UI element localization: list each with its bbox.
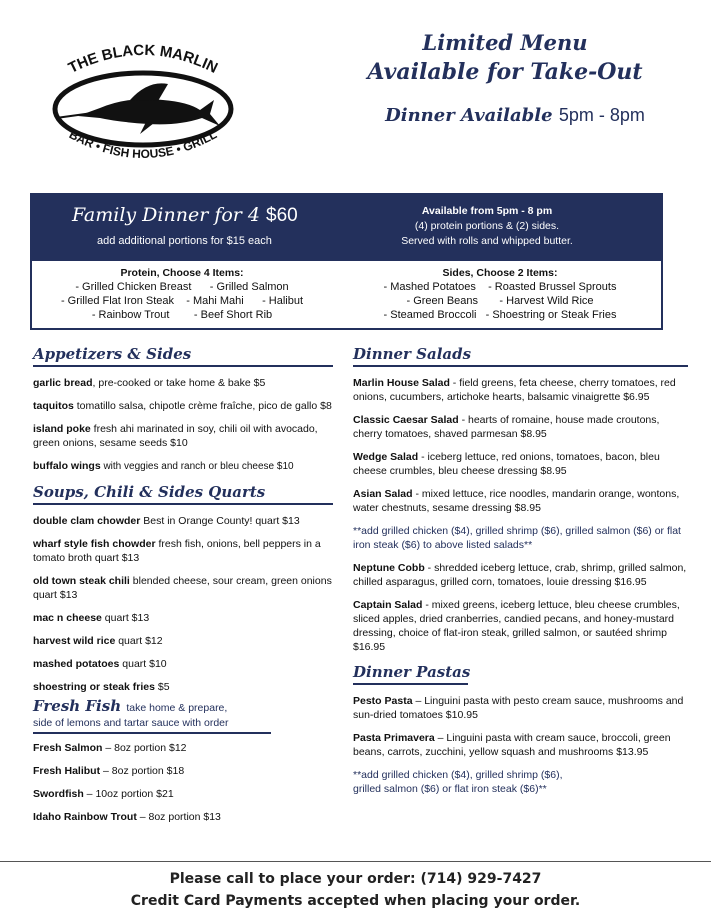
family-dinner-title <box>72 204 298 227</box>
dinner-time: 5pm - 8pm <box>558 105 645 125</box>
menu-item: Pesto Pasta – Linguini pasta with pesto cream sauce, mushrooms and sun-dried tomatoes $10.95 <box>353 695 684 721</box>
side-line: - Steamed Broccoli - Shoestring or Steak Fries <box>383 309 617 321</box>
side-line: - Mashed Potatoes - Roasted Brussel Sprouts <box>383 281 617 293</box>
menu-item: mashed potatoes quart $10 <box>33 658 167 670</box>
family-dinner-box <box>30 193 663 330</box>
left-column <box>33 345 333 833</box>
menu-item: Neptune Cobb - shredded iceberg lettuce, crab, shrimp, grilled salmon, chilled asparagus, grilled corn, tomatoes, louie dressing $16.95 <box>353 562 687 588</box>
fish-title <box>33 698 333 716</box>
menu-item: Fresh Salmon – 8oz portion $12 <box>33 742 187 754</box>
protein-line: - Grilled Chicken Breast - Grilled Salmon <box>75 281 289 293</box>
fish-sub-1: take home & prepare, <box>126 702 228 714</box>
menu-item: garlic bread, pre-cooked or take home & bake $5 <box>33 377 266 389</box>
menu-item: harvest wild rice quart $12 <box>33 635 163 647</box>
section-divider <box>353 683 468 685</box>
header-limited-menu: Limited Menu <box>422 30 588 55</box>
menu-item: buffalo wings with veggies and ranch or bleu cheese $10 <box>33 460 294 472</box>
footer-divider <box>0 861 711 862</box>
section-divider <box>33 365 333 367</box>
family-details <box>367 204 607 249</box>
family-price: $60 <box>266 205 298 226</box>
appetizers-header <box>33 345 333 367</box>
footer <box>0 868 711 912</box>
section-divider <box>33 503 333 505</box>
family-desc-2: Served with rolls and whipped butter. <box>401 235 573 247</box>
menu-item: wharf style fish chowder fresh fish, onions, bell peppers in a tomato broth quart $13 <box>33 538 321 564</box>
menu-item: Marlin House Salad - field greens, feta cheese, cherry tomatoes, red onions, cucumbers, artichoke hearts, balsamic vinaigrette $6.95 <box>353 377 676 403</box>
protein-heading: Protein, Choose 4 Items: <box>120 267 244 279</box>
protein-choices <box>32 266 332 322</box>
call-to-order: Please call to place your order: (714) 929-7427 <box>169 871 542 887</box>
pastas-title: Dinner Pastas <box>353 663 471 681</box>
menu-item: taquitos tomatillo salsa, chipotle crème fraîche, pico de gallo $8 <box>33 400 332 412</box>
protein-line: - Rainbow Trout - Beef Short Rib <box>91 309 273 321</box>
fish-title-text: Fresh Fish <box>33 697 122 715</box>
salads-header <box>353 345 688 367</box>
pasta-addon-note: **add grilled chicken ($4), grilled shrimp ($6), grilled salmon ($6) or flat iron steak ($6)** <box>353 769 563 795</box>
family-title-text: Family Dinner for 4 <box>72 204 260 226</box>
menu-item: Captain Salad - mixed greens, iceberg lettuce, bleu cheese crumbles, sliced apples, dried cranberries, candied pecans, and honey-mustard dressing, choice of flat-iron steak, grilled salmon, or sautéed shrimp $16.95 <box>353 599 680 653</box>
protein-line: - Grilled Flat Iron Steak - Mahi Mahi - Halibut <box>60 295 304 307</box>
side-line: - Green Beans - Harvest Wild Rice <box>406 295 594 307</box>
menu-item: Wedge Salad - iceberg lettuce, red onions, tomatoes, bacon, bleu cheese crumbles, bleu cheese dressing $8.95 <box>353 451 660 477</box>
header-takeout: Available for Take-Out <box>367 59 643 85</box>
family-dinner-banner <box>32 195 661 261</box>
appetizers-title: Appetizers & Sides <box>33 345 192 363</box>
menu-item: shoestring or steak fries $5 <box>33 681 170 693</box>
menu-item: Asian Salad - mixed lettuce, rice noodles, mandarin orange, wontons, water chestnuts, sesame dressing $8.95 <box>353 488 680 514</box>
soups-title: Soups, Chili & Sides Quarts <box>33 483 266 501</box>
menu-item: old town steak chili blended cheese, sour cream, green onions quart $13 <box>33 575 332 601</box>
pastas-header <box>353 663 688 685</box>
family-add-note: add additional portions for $15 each <box>97 235 272 247</box>
family-choices <box>32 261 661 330</box>
dinner-available-label: Dinner Available <box>385 105 553 126</box>
salads-title: Dinner Salads <box>353 345 472 363</box>
menu-item: Swordfish – 10oz portion $21 <box>33 788 174 800</box>
menu-item: double clam chowder Best in Orange County! quart $13 <box>33 515 300 527</box>
payment-note: Credit Card Payments accepted when placing your order. <box>130 893 581 909</box>
black-marlin-logo <box>38 34 248 174</box>
logo-top-text: THE BLACK MARLIN <box>65 41 221 77</box>
side-choices <box>350 266 650 322</box>
logo-bottom-text: BAR • FISH HOUSE • GRILL <box>66 127 220 162</box>
header <box>340 30 670 126</box>
menu-item: Idaho Rainbow Trout – 8oz portion $13 <box>33 811 221 823</box>
marlin-fish-icon <box>38 34 248 174</box>
fish-sub-2: side of lemons and tartar sauce with order <box>33 717 229 729</box>
section-divider <box>353 365 688 367</box>
family-availability: Available from 5pm - 8 pm <box>421 205 553 217</box>
soups-header <box>33 483 333 505</box>
fish-header <box>33 698 333 734</box>
section-divider <box>33 732 271 734</box>
menu-item: Fresh Halibut – 8oz portion $18 <box>33 765 185 777</box>
sides-heading: Sides, Choose 2 Items: <box>442 267 558 279</box>
menu-item: island poke fresh ahi marinated in soy, chili oil with avocado, green onions, sesame seeds $10 <box>33 423 318 449</box>
header-dinner-hours <box>340 105 670 126</box>
menu-item: mac n cheese quart $13 <box>33 612 150 624</box>
menu-item: Classic Caesar Salad - hearts of romaine, house made croutons, cherry tomatoes, shaved parmesan $8.95 <box>353 414 660 440</box>
family-desc-1: (4) protein portions & (2) sides. <box>414 220 560 232</box>
salad-addon-note: **add grilled chicken ($4), grilled shrimp ($6), grilled salmon ($6) or flat iron steak ($6) to above listed salads** <box>353 525 681 551</box>
right-column <box>353 345 688 805</box>
menu-item: Pasta Primavera – Linguini pasta with cream sauce, broccoli, green beans, carrots, zucchini, yellow squash and mushrooms $13.95 <box>353 732 671 758</box>
